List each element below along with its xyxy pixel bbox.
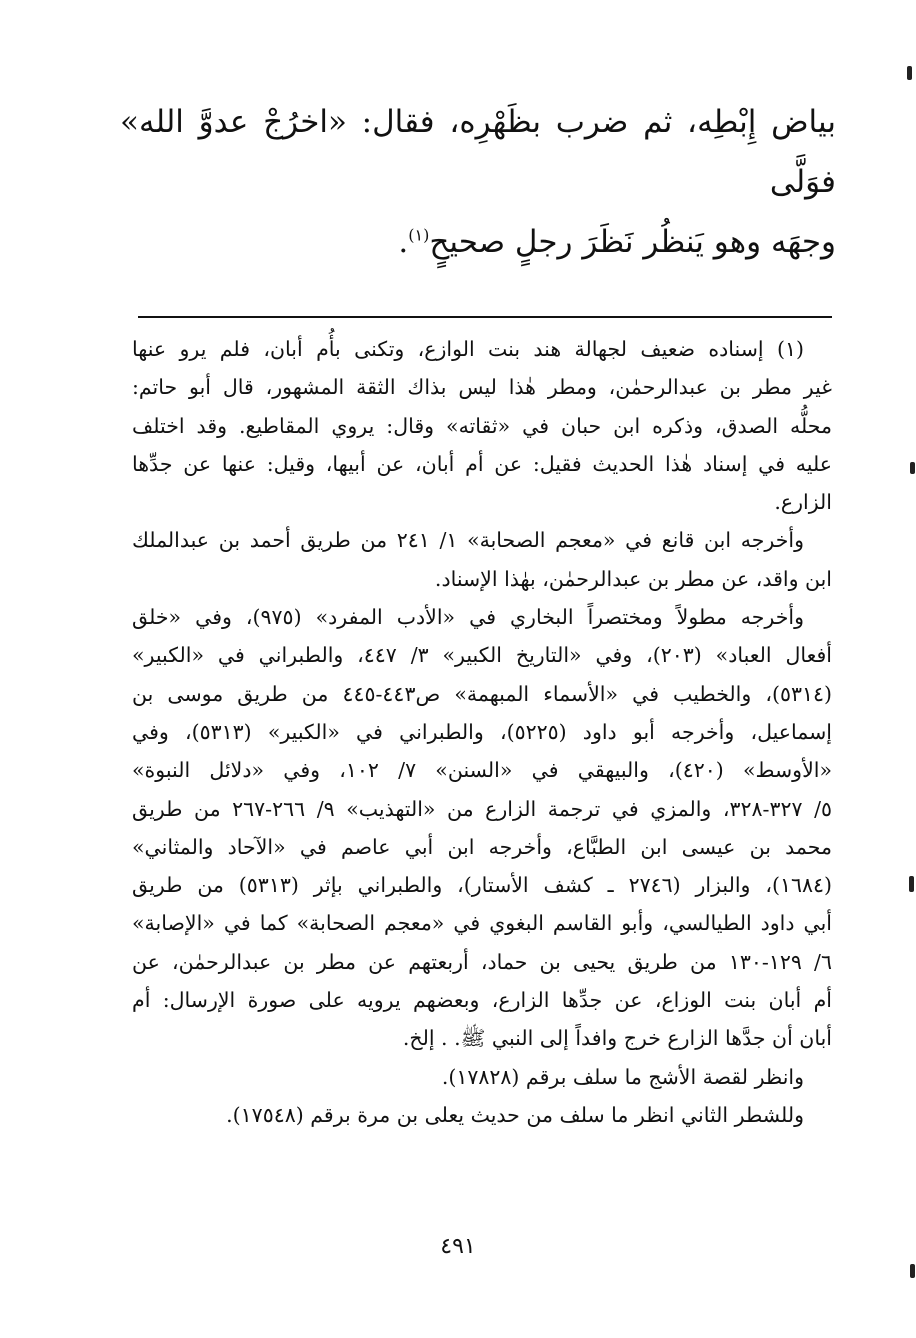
- page-number: ٤٩١: [440, 1234, 476, 1259]
- footnote-line: أم أبان بنت الوزاع، عن جدِّها الزارع، وبعضهم يرويه على صورة الإرسال: أم: [132, 988, 832, 1013]
- footnote-line: محلُّه الصدق، وذكره ابن حبان في «ثقاته» وقال: يروي المقاطيع. وقد اختلف: [132, 413, 832, 438]
- footnote-paragraph: [132, 1058, 832, 1096]
- footnote-line: أبي داود الطيالسي، وأبو القاسم البغوي في «معجم الصحابة» كما في «الإصابة»: [132, 911, 832, 936]
- main-text-block: [120, 92, 836, 272]
- main-text-line: [120, 212, 836, 272]
- footnote-line: «الأوسط» (٤٢٠)، والبيهقي في «السنن» ٧/ ١٠٢، وفي «دلائل النبوة»: [132, 758, 832, 783]
- footnote-separator: [138, 316, 832, 318]
- footnote-line: محمد بن عيسى ابن الطبَّاع، وأخرجه ابن أبي عاصم في «الآحاد والمثاني»: [132, 834, 832, 859]
- footnote-line: وانظر لقصة الأشج ما سلف برقم (١٧٨٢٨).: [441, 1064, 804, 1089]
- footnote-line: (٥٣١٤)، والخطيب في «الأسماء المبهمة» ص٤٤٣-٤٤٥ من طريق موسى بن: [132, 681, 832, 706]
- end-mark: .: [398, 224, 409, 260]
- main-text-line-content: وجهَه وهو يَنظُر نَظَرَ رجلٍ صحيحٍ: [429, 224, 836, 260]
- footnote-line: إسماعيل، وأخرجه أبو داود (٥٢٢٥)، والطبراني في «الكبير» (٥٣١٣)، وفي: [132, 719, 832, 744]
- footnote-line: أبان أن جدَّها الزارع خرج وافداً إلى النبي ﷺ. . إلخ.: [402, 1026, 832, 1051]
- footnote-line: ابن واقد، عن مطر بن عبدالرحمٰن، بهٰذا الإسناد.: [434, 566, 832, 591]
- footnote-reference: (١): [408, 225, 430, 245]
- footnote-line: وأخرجه مطولاً ومختصراً البخاري في «الأدب المفرد» (٩٧٥)، وفي «خلق: [132, 605, 804, 630]
- scan-edge-mark: [910, 1264, 915, 1278]
- footnote-line: وللشطر الثاني انظر ما سلف من حديث يعلى بن مرة برقم (١٧٥٤٨).: [226, 1102, 804, 1127]
- footnote-paragraph: [132, 521, 832, 598]
- footnote-line: (١) إسناده ضعيف لجهالة هند بنت الوازع، وتكنى بأُم أبان، فلم يرو عنها: [132, 337, 804, 361]
- footnote-line: عليه في إسناد هٰذا الحديث فقيل: عن أم أبان، عن أبيها، وقيل: عنها عن جدِّها: [132, 451, 832, 476]
- footnote-line: ٥/ ٣٢٧-٣٢٨، والمزي في ترجمة الزارع من «التهذيب» ٩/ ٢٦٦-٢٦٧ من طريق: [132, 796, 832, 821]
- footnote-line: غير مطر بن عبدالرحمٰن، ومطر هٰذا ليس بذاك الثقة المشهور، قال أبو حاتم:: [132, 375, 832, 400]
- footnote-line: أفعال العباد» (٢٠٣)، وفي «التاريخ الكبير» ٣/ ٤٤٧، والطبراني في «الكبير»: [132, 643, 832, 668]
- footnote-paragraph: [132, 1096, 832, 1134]
- scan-edge-mark: [907, 66, 912, 80]
- footnote-line: (١٦٨٤)، والبزار (٢٧٤٦ ـ كشف الأستار)، والطبراني بإثر (٥٣١٣) من طريق: [132, 873, 832, 898]
- footnote-line: ٦/ ١٢٩-١٣٠ من طريق يحيى بن حماد، أربعتهم عن مطر بن عبدالرحمٰن، عن: [132, 949, 832, 974]
- scan-edge-mark: [910, 462, 915, 474]
- footnote-line: وأخرجه ابن قانع في «معجم الصحابة» ١/ ٢٤١ من طريق أحمد بن عبدالملك: [132, 528, 804, 553]
- scan-edge-mark: [909, 876, 914, 892]
- main-text-line: بياض إِبْطِه، ثم ضرب بظَهْرِه، فقال: «اخرُجْ عدوَّ الله» فوَلَّى: [120, 104, 836, 200]
- footnote-line: الزارع.: [774, 490, 832, 515]
- footnote-1: [132, 330, 832, 521]
- footnote-paragraph: [132, 598, 832, 1058]
- footnotes-block: [132, 330, 832, 1134]
